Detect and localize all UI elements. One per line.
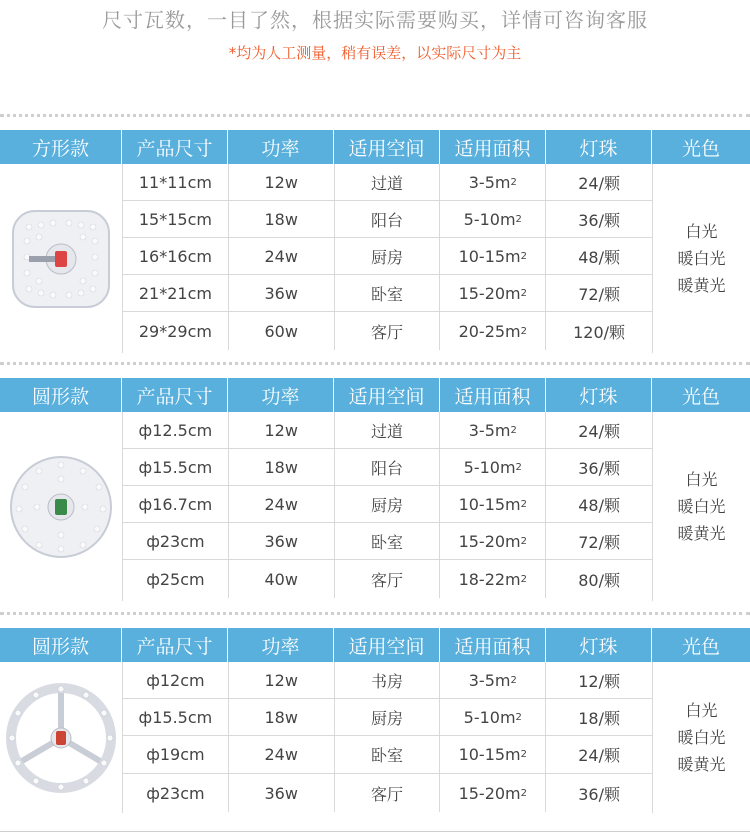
light-color-list <box>652 662 750 813</box>
area-unit-superscript: 2 <box>520 749 528 760</box>
size-cell: ф12.5cm <box>123 412 229 448</box>
table-row <box>123 412 652 449</box>
table-row <box>123 699 652 736</box>
table-row <box>123 312 652 350</box>
light-color-item: 暖黄光 <box>677 755 726 774</box>
space-cell: 阳台 <box>335 449 441 485</box>
table-row <box>123 560 652 598</box>
area-cell: 20-25m 2 <box>440 312 546 350</box>
beads-header: 灯珠 <box>546 130 652 164</box>
area-cell: 3-5m 2 <box>440 662 546 698</box>
table-header <box>0 628 750 662</box>
power-cell: 36w <box>229 275 335 311</box>
power-cell: 24w <box>229 486 335 522</box>
bottom-divider <box>0 831 750 832</box>
space-cell: 过道 <box>335 164 441 200</box>
table-header <box>0 130 750 164</box>
area-unit-superscript: 2 <box>520 535 528 547</box>
beads-cell: 36/颗 <box>578 458 620 478</box>
ring-lamp-image <box>0 662 122 813</box>
power-cell: 18w <box>229 449 335 485</box>
light-color-header: 光色 <box>681 635 720 658</box>
size-cell: ф15.5cm <box>123 699 229 735</box>
size-header: 产品尺寸 <box>122 628 228 662</box>
table-row <box>123 662 652 699</box>
beads-cell: 18/颗 <box>578 708 620 728</box>
power-cell: 24w <box>229 238 335 274</box>
area-unit-superscript: 2 <box>515 711 522 723</box>
size-header: 产品尺寸 <box>122 130 228 164</box>
power-cell: 12w <box>229 412 335 448</box>
size-cell: 15*15cm <box>123 201 229 237</box>
space-cell: 书房 <box>335 662 441 698</box>
spec-table-round <box>0 378 750 601</box>
square-lamp-image <box>0 164 122 353</box>
beads-header: 灯珠 <box>546 628 652 662</box>
beads-cell: 80/颗 <box>578 570 620 590</box>
power-cell: 12w <box>229 164 335 200</box>
space-cell: 卧室 <box>335 523 441 559</box>
space-cell: 厨房 <box>335 486 441 522</box>
size-cell: ф23cm <box>123 774 229 812</box>
space-header: 适用空间 <box>334 378 440 412</box>
power-cell: 40w <box>229 560 335 598</box>
dotted-separator <box>0 114 750 117</box>
space-header: 适用空间 <box>334 628 440 662</box>
space-cell: 卧室 <box>335 275 441 311</box>
size-cell: ф19cm <box>123 736 229 773</box>
beads-cell: 72/颗 <box>578 532 620 552</box>
area-unit-superscript: 2 <box>520 250 528 262</box>
area-cell: 10-15m 2 <box>440 736 546 773</box>
style-header: 圆形款 <box>0 628 122 662</box>
table-rows <box>122 164 652 353</box>
light-color-list <box>652 164 750 353</box>
area-header: 适用面积 <box>440 628 546 662</box>
table-rows <box>122 662 652 813</box>
size-cell: 21*21cm <box>123 275 229 311</box>
light-color-item: 暖黄光 <box>677 524 726 543</box>
size-cell: ф25cm <box>123 560 229 598</box>
beads-cell: 48/颗 <box>578 495 620 515</box>
table-row <box>123 449 652 486</box>
page-headline: 尺寸瓦数，一目了然，根据实际需要购买，详情可咨询客服 <box>102 8 648 32</box>
table-row <box>123 486 652 523</box>
beads-cell: 24/颗 <box>578 421 620 441</box>
table-row <box>123 201 652 238</box>
table-row <box>123 774 652 812</box>
power-cell: 36w <box>229 523 335 559</box>
light-color-item: 白光 <box>685 470 718 489</box>
space-cell: 过道 <box>335 412 441 448</box>
power-cell: 18w <box>229 201 335 237</box>
space-cell: 厨房 <box>335 699 441 735</box>
space-cell: 客厅 <box>335 560 441 598</box>
size-header: 产品尺寸 <box>122 378 228 412</box>
style-header: 圆形款 <box>0 378 122 412</box>
power-cell: 36w <box>229 774 335 812</box>
area-cell: 15-20m 2 <box>440 275 546 311</box>
area-cell: 15-20m 2 <box>440 774 546 812</box>
light-color-header: 光色 <box>681 385 720 408</box>
table-row <box>123 275 652 312</box>
size-cell: 16*16cm <box>123 238 229 274</box>
table-row <box>123 238 652 275</box>
power-header: 功率 <box>228 378 334 412</box>
light-color-item: 暖白光 <box>677 249 726 268</box>
power-cell: 60w <box>229 312 335 350</box>
space-cell: 客厅 <box>335 312 441 350</box>
space-cell: 客厅 <box>335 774 441 812</box>
beads-cell: 36/颗 <box>578 210 620 230</box>
area-cell: 18-22m 2 <box>440 560 546 598</box>
power-header: 功率 <box>228 130 334 164</box>
spec-table-ring <box>0 628 750 813</box>
area-unit-superscript: 2 <box>520 787 528 799</box>
beads-header: 灯珠 <box>546 378 652 412</box>
size-cell: 11*11cm <box>123 164 229 200</box>
light-color-item: 暖白光 <box>677 497 726 516</box>
beads-cell: 72/颗 <box>578 284 620 304</box>
size-cell: ф12cm <box>123 662 229 698</box>
table-row <box>123 523 652 560</box>
light-color-item: 白光 <box>685 701 718 720</box>
beads-cell: 48/颗 <box>578 247 620 267</box>
table-row <box>123 164 652 201</box>
area-header: 适用面积 <box>440 378 546 412</box>
area-unit-superscript: 2 <box>510 424 517 436</box>
area-unit-superscript: 2 <box>515 213 522 225</box>
measurement-note: *均为人工测量，稍有误差，以实际尺寸为主 <box>228 44 522 62</box>
area-cell: 10-15m 2 <box>440 238 546 274</box>
area-unit-superscript: 2 <box>520 573 528 585</box>
power-cell: 24w <box>229 736 335 773</box>
light-color-item: 暖黄光 <box>677 276 726 295</box>
beads-cell: 120/颗 <box>573 322 626 342</box>
table-header <box>0 378 750 412</box>
area-cell: 5-10m 2 <box>440 201 546 237</box>
space-cell: 厨房 <box>335 238 441 274</box>
area-unit-superscript: 2 <box>515 461 522 473</box>
area-unit-superscript: 2 <box>510 674 517 686</box>
area-cell: 3-5m 2 <box>440 164 546 200</box>
size-cell: ф16.7cm <box>123 486 229 522</box>
space-cell: 卧室 <box>335 736 441 773</box>
area-cell: 5-10m 2 <box>440 699 546 735</box>
area-cell: 15-20m 2 <box>440 523 546 559</box>
beads-cell: 36/颗 <box>578 784 620 804</box>
space-cell: 阳台 <box>335 201 441 237</box>
spec-table-square <box>0 130 750 353</box>
area-cell: 3-5m 2 <box>440 412 546 448</box>
dotted-separator <box>0 612 750 615</box>
light-color-header: 光色 <box>681 137 720 160</box>
power-header: 功率 <box>228 628 334 662</box>
size-cell: 29*29cm <box>123 312 229 350</box>
area-unit-superscript: 2 <box>520 498 528 510</box>
area-unit-superscript: 2 <box>520 325 528 337</box>
light-color-item: 白光 <box>685 222 718 241</box>
space-header: 适用空间 <box>334 130 440 164</box>
beads-cell: 12/颗 <box>578 671 620 691</box>
size-cell: ф23cm <box>123 523 229 559</box>
area-unit-superscript: 2 <box>520 287 528 299</box>
power-cell: 12w <box>229 662 335 698</box>
table-row <box>123 736 652 774</box>
round-lamp-image <box>0 412 122 601</box>
area-cell: 10-15m 2 <box>440 486 546 522</box>
light-color-list <box>652 412 750 601</box>
beads-cell: 24/颗 <box>578 173 620 193</box>
dotted-separator <box>0 362 750 365</box>
size-cell: ф15.5cm <box>123 449 229 485</box>
area-header: 适用面积 <box>440 130 546 164</box>
style-header: 方形款 <box>0 130 122 164</box>
light-color-item: 暖白光 <box>677 728 726 747</box>
power-cell: 18w <box>229 699 335 735</box>
table-rows <box>122 412 652 601</box>
beads-cell: 24/颗 <box>578 746 620 765</box>
area-cell: 5-10m 2 <box>440 449 546 485</box>
area-unit-superscript: 2 <box>510 176 517 188</box>
